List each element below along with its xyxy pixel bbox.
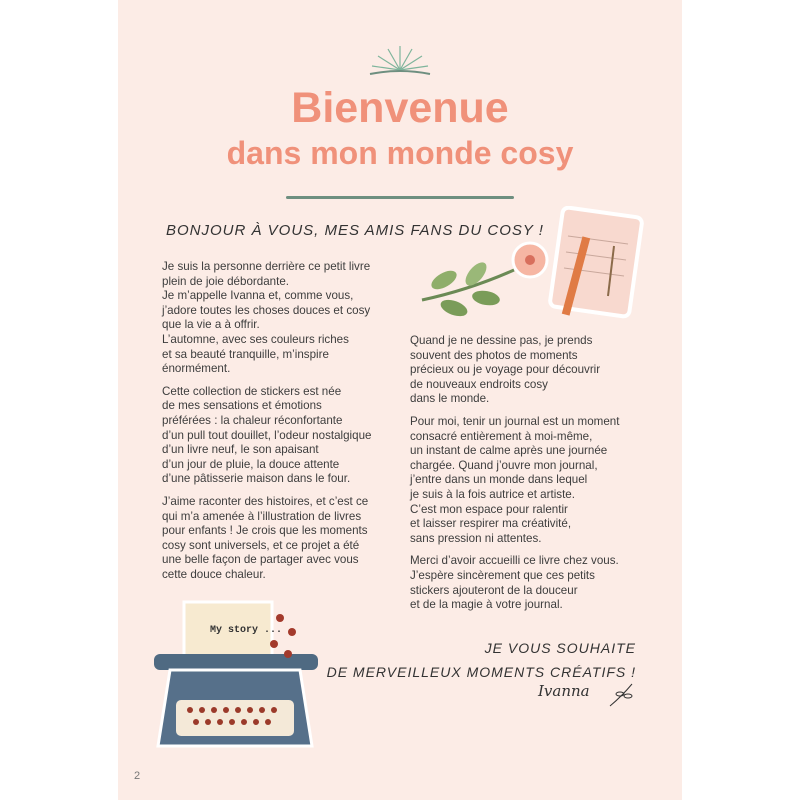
closing-wish: JE VOUS SOUHAITE DE MERVEILLEUX MOMENTS CRÉATIFS ! <box>326 640 636 680</box>
typewriter-sticker <box>140 596 330 766</box>
intro-column-left <box>162 260 402 590</box>
page-number: 2 <box>134 770 141 782</box>
paragraph: J’aime raconter des histoires, et c’est ce qui m’a amenée à l’illustration de livres pour enfants ! Je crois que les moments cosy sont universels, et ce projet a été une belle façon de partager avec vous cette douce chaleur. <box>162 494 369 581</box>
page-subtitle: dans mon monde cosy <box>226 135 574 171</box>
sun-sprig-icon <box>364 40 436 82</box>
paragraph: Je suis la personne derrière ce petit livre plein de joie débordante. Je m’appelle Ivanna et, comme vous, j’adore toutes les choses douces et cosy que la vie a à offrir. L’automne, avec ses couleurs riches et sa beauté tranquille, m’inspire énormément. <box>162 260 371 376</box>
notebook-pencil-sticker <box>528 206 658 326</box>
paragraph: Pour moi, tenir un journal est un moment consacré entièrement à moi-même, un instant de calme après une journée chargée. Quand j’ouvre mon journal, j’entre dans un monde dans lequel je suis à la fois autrice et artiste. C’est mon espace pour ralentir et laisser respirer ma créativité, sans pression ni attentes. <box>410 414 620 545</box>
paragraph: Quand je ne dessine pas, je prends souvent des photos de moments précieux ou je voyage pour découvrir de nouveaux endroits cosy dans le monde. <box>410 334 601 406</box>
paragraph: Merci d’avoir accueilli ce livre chez vous. J’espère sincèrement que ces petits stickers ajouteront de la douceur et de la magie à votre journal. <box>410 554 619 612</box>
intro-column-right <box>410 334 660 621</box>
greeting: BONJOUR À VOUS, MES AMIS FANS DU COSY ! <box>166 222 544 239</box>
signature: Ivanna <box>538 682 590 700</box>
sprig-icon <box>608 682 636 708</box>
paragraph: Cette collection de stickers est née de mes sensations et émotions préférées : la chaleur réconfortante d’un pull tout douillet, l’odeur nostalgique d’un livre neuf, le son apaisant d’un jour de pluie, la douce attente d’une pâtisserie maison dans le four. <box>162 384 372 486</box>
divider <box>286 196 514 199</box>
page <box>118 0 682 800</box>
typewriter-paper-text: My story ... <box>210 625 283 636</box>
page-title: Bienvenue <box>291 84 509 132</box>
leaf-branch-sticker <box>414 250 524 320</box>
